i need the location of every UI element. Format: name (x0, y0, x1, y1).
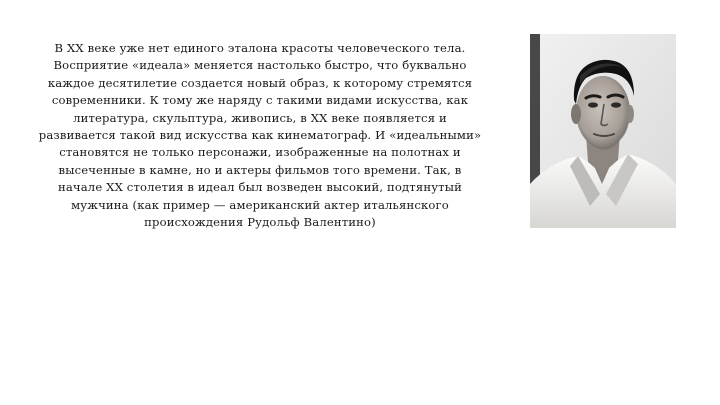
portrait-photo (530, 34, 676, 228)
text-line: развивается такой вид искусства как кинематограф. И «идеальными» (38, 128, 482, 143)
text-line: Восприятие «идеала» меняется настолько быстро, что буквально (53, 58, 467, 73)
body-text (24, 40, 496, 231)
text-line: литература, скульптура, живопись, в ХХ веке появляется и (73, 110, 447, 125)
text-line: каждое десятилетие создается новый образ, к которому стремятся (47, 75, 473, 90)
text-line: современники. К тому же наряду с такими видами искусства, как (51, 93, 469, 108)
text-line: начале ХХ столетия в идеал был возведен высокий, подтянутый (57, 180, 462, 195)
text-line: В ХХ веке уже нет единого эталона красоты человеческого тела. (54, 41, 466, 55)
text-line: высеченные в камне, но и актеры фильмов того времени. Так, в (58, 162, 462, 177)
text-line: мужчина (как пример — американский актер итальянского (71, 197, 449, 212)
text-line: происхождения Рудольф Валентино) (144, 215, 376, 230)
portrait-photo-icon (530, 34, 676, 228)
text-line: становятся не только персонажи, изображенные на полотнах и (59, 145, 461, 160)
